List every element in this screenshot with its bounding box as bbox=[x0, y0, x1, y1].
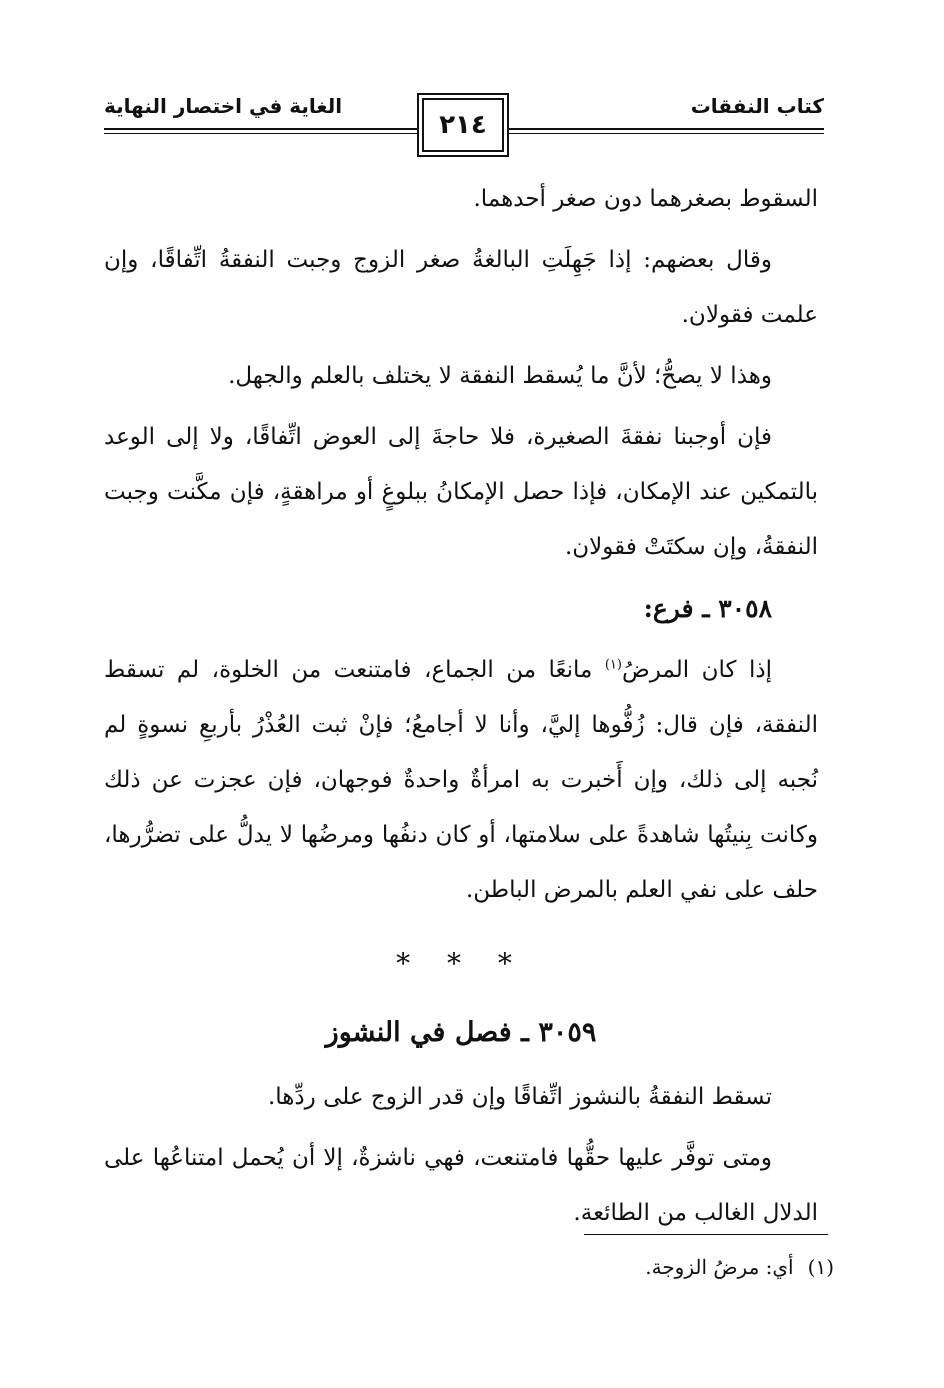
footnote-rule bbox=[584, 1234, 828, 1235]
page-number-frame bbox=[422, 98, 504, 152]
paragraph: فإن أوجبنا نفقةَ الصغيرة، فلا حاجةَ إلى العوض اتِّفاقًا، ولا إلى الوعد بالتمكين عند الإمكان، فإذا حصل الإمكانُ ببلوغٍ أو مراهقةٍ، فإن مكَّنت وجبت النفقةُ، وإن سكتَتْ فقولان. bbox=[104, 424, 818, 560]
page-header bbox=[104, 88, 824, 158]
footnote-reference: (١) bbox=[604, 657, 622, 673]
footnote bbox=[234, 1252, 834, 1282]
section-separator: * * * bbox=[396, 947, 526, 980]
paragraph: وهذا لا يصحُّ؛ لأنَّ ما يُسقط النفقة لا يختلف بالعلم والجهل. bbox=[228, 363, 772, 389]
paragraph-text: إذا كان المرضُ bbox=[621, 657, 772, 683]
book-title: الغاية في اختصار النهاية bbox=[104, 94, 343, 118]
paragraph: ومتى توفَّر عليها حقُّها فامتنعت، فهي ناشزةٌ، إلا أن يُحمل امتناعُها على الدلال الغالب من الطائعة. bbox=[104, 1145, 818, 1226]
paragraph-text: مانعًا من الجماع، فامتنعت من الخلوة، لم تسقط النفقة، فإن قال: زُفُّوها إليَّ، وأنا لا أجامعُ؛ فإنْ ثبت العُذْرُ بأربعِ نسوةٍ لم نُجبه إلى ذلك، وإن أَخبرت به امرأةٌ واحدةٌ فوجهان، فإن عجزت عن ذلك وكانت بِنيتُها شاهدةً على سلامتها، أو كان دنفُها ومرضُها لا يدلُّ على تضرُّرها، حلف على نفي العلم بالمرض الباطن. bbox=[104, 657, 818, 903]
page-number: ٢١٤ bbox=[439, 110, 487, 140]
chapter-title: كتاب النفقات bbox=[690, 94, 824, 118]
section-title: ٣٠٥٩ ـ فصل في النشوز bbox=[325, 1017, 597, 1048]
paragraph: السقوط بصغرهما دون صغر أحدهما. bbox=[473, 186, 818, 212]
paragraph: وقال بعضهم: إذا جَهِلَتِ البالغةُ صغر الزوج وجبت النفقةُ اتِّفاقًا، وإن علمت فقولان. bbox=[104, 247, 818, 328]
branch-heading: ٣٠٥٨ ـ فرع: bbox=[643, 594, 772, 623]
paragraph: تسقط النفقةُ بالنشوز اتِّفاقًا وإن قدر الزوج على ردِّها. bbox=[267, 1084, 772, 1110]
page-body bbox=[104, 172, 818, 1241]
footnote-marker: (١) bbox=[807, 1255, 834, 1279]
footnote-text: أي: مرضُ الزوجة. bbox=[645, 1255, 794, 1279]
paragraph bbox=[104, 643, 818, 918]
